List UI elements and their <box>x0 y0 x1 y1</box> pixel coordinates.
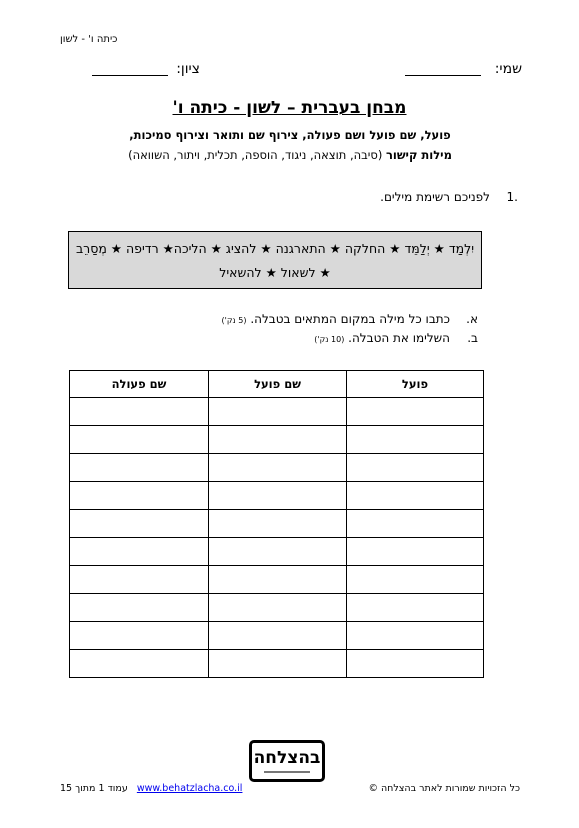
table-cell[interactable] <box>347 622 484 650</box>
site-link[interactable]: www.behatzlacha.co.il <box>136 783 243 794</box>
table-cell[interactable] <box>70 510 209 538</box>
table-cell[interactable] <box>209 510 347 538</box>
table-cell[interactable] <box>347 538 484 566</box>
page-title <box>0 98 579 118</box>
table-header-row <box>70 371 484 398</box>
table-cell[interactable] <box>70 594 209 622</box>
table-cell[interactable] <box>347 566 484 594</box>
table-cell[interactable] <box>209 650 347 678</box>
table-cell[interactable] <box>209 398 347 426</box>
table-row <box>70 398 484 426</box>
subquestion-a <box>190 312 450 326</box>
connectors-line <box>60 148 520 162</box>
connectors-list: (סיבה, תוצאה, ניגוד, הוספה, תכלית, ויתור, השוואה) <box>128 148 383 162</box>
table-row <box>70 510 484 538</box>
topics-line: פועל, שם פועל ושם פעולה, צירוף שם ותואר וצירוף סמיכות, <box>129 128 451 142</box>
subquestion-b <box>190 331 450 345</box>
page-number: עמוד 1 מתוך 15 <box>60 783 128 794</box>
table-row <box>70 482 484 510</box>
connectors-label: מילות קישור <box>385 148 452 162</box>
header-action-noun: שם פעולה <box>70 371 209 398</box>
table-cell[interactable] <box>347 398 484 426</box>
header-verb: פועל <box>347 371 484 398</box>
footer-left <box>60 783 260 794</box>
table-cell[interactable] <box>70 482 209 510</box>
table-cell[interactable] <box>70 398 209 426</box>
page-title-text: מבחן בעברית – לשון - כיתה ו' <box>172 98 407 118</box>
table-row <box>70 538 484 566</box>
table-cell[interactable] <box>70 538 209 566</box>
subquestion-a-text: כתבו כל מילה במקום המתאים בטבלה. <box>250 312 450 326</box>
table-cell[interactable] <box>70 622 209 650</box>
table-cell[interactable] <box>347 594 484 622</box>
table-cell[interactable] <box>347 454 484 482</box>
table-cell[interactable] <box>70 566 209 594</box>
answer-table <box>69 370 484 678</box>
name-field[interactable] <box>405 61 481 76</box>
header-class-subject: כיתה ו' - לשון <box>60 34 118 45</box>
question-prompt: לפניכם רשימת מילים. <box>380 190 490 204</box>
table-row <box>70 454 484 482</box>
subquestion-a-points: (5 נק') <box>221 316 247 325</box>
table-cell[interactable] <box>209 482 347 510</box>
table-cell[interactable] <box>70 454 209 482</box>
grade-label: ציון: <box>176 61 200 77</box>
table-row <box>70 622 484 650</box>
header-infinitive: שם פועל <box>209 371 347 398</box>
subquestion-letter-a: א. <box>466 312 478 326</box>
table-cell[interactable] <box>209 622 347 650</box>
subquestion-b-points: (10 נק') <box>314 335 345 344</box>
table-cell[interactable] <box>347 650 484 678</box>
logo-text: בהצלחה <box>253 748 321 768</box>
table-cell[interactable] <box>209 594 347 622</box>
table-row <box>70 426 484 454</box>
table-cell[interactable] <box>209 426 347 454</box>
table-cell[interactable] <box>70 650 209 678</box>
behatzlacha-logo <box>249 740 325 782</box>
table-cell[interactable] <box>347 482 484 510</box>
question-number: 1. <box>506 190 518 204</box>
table-row <box>70 566 484 594</box>
table-cell[interactable] <box>209 566 347 594</box>
table-row <box>70 650 484 678</box>
word-list-text: יִלְמַד ★ יְלַמֵּד ★ החלקה ★ התארגנה ★ להציג ★ הליכה★ רדיפה ★ מְסַרֵב ★ לשאול ★ להשאיל <box>75 241 475 280</box>
table-cell[interactable] <box>347 510 484 538</box>
table-cell[interactable] <box>347 426 484 454</box>
copyright-notice: כל הזכויות שמורות לאתר בהצלחה © <box>368 783 520 794</box>
logo-underline <box>264 771 310 773</box>
grade-field[interactable] <box>92 61 168 76</box>
word-list-box <box>68 231 482 289</box>
name-label: שמי: <box>494 61 522 77</box>
subquestion-b-text: השלימו את הטבלה. <box>348 331 450 345</box>
table-cell[interactable] <box>209 538 347 566</box>
table-row <box>70 594 484 622</box>
table-cell[interactable] <box>70 426 209 454</box>
subquestion-letter-b: ב. <box>467 331 478 345</box>
table-cell[interactable] <box>209 454 347 482</box>
